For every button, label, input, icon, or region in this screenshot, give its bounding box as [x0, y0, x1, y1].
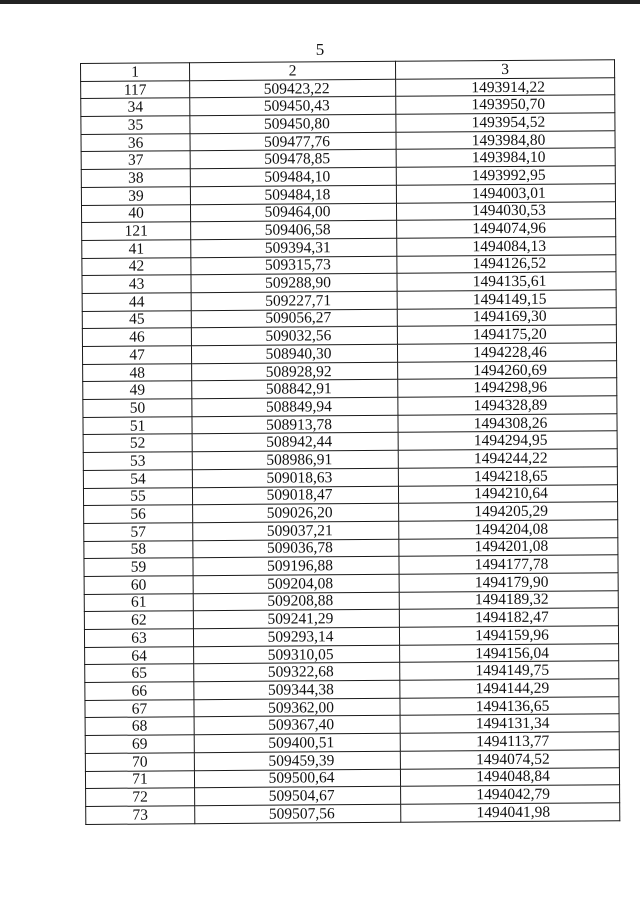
cell-y-coordinate: 1494177,78	[399, 555, 618, 574]
cell-point-number: 121	[82, 222, 191, 240]
cell-x-coordinate: 509227,71	[191, 291, 397, 310]
cell-x-coordinate: 509507,56	[195, 804, 401, 823]
cell-x-coordinate: 509478,85	[190, 150, 396, 169]
cell-point-number: 34	[81, 98, 190, 116]
cell-y-coordinate: 1494149,75	[400, 661, 619, 680]
cell-y-coordinate: 1494149,15	[397, 290, 616, 309]
cell-y-coordinate: 1494294,95	[398, 431, 617, 450]
cell-point-number: 65	[85, 664, 194, 682]
cell-y-coordinate: 1494156,04	[400, 643, 619, 662]
cell-y-coordinate: 1494179,90	[399, 573, 618, 592]
cell-y-coordinate: 1494189,32	[399, 590, 618, 609]
cell-point-number: 48	[83, 363, 192, 381]
cell-y-coordinate: 1494041,98	[401, 803, 620, 822]
cell-y-coordinate: 1494260,69	[398, 360, 617, 379]
cell-point-number: 39	[81, 187, 190, 205]
cell-x-coordinate: 509322,68	[194, 663, 400, 682]
cell-y-coordinate: 1493984,80	[396, 131, 615, 150]
cell-x-coordinate: 509500,64	[194, 769, 400, 788]
cell-point-number: 68	[85, 717, 194, 735]
cell-point-number: 49	[83, 381, 192, 399]
cell-x-coordinate: 509196,88	[193, 557, 399, 576]
cell-point-number: 50	[83, 399, 192, 417]
cell-point-number: 62	[84, 611, 193, 629]
cell-point-number: 46	[82, 328, 191, 346]
cell-point-number: 71	[85, 770, 194, 788]
cell-y-coordinate: 1494204,08	[399, 520, 618, 539]
cell-x-coordinate: 509204,08	[193, 574, 399, 593]
cell-x-coordinate: 508940,30	[191, 344, 397, 363]
cell-y-coordinate: 1494218,65	[398, 467, 617, 486]
table-body	[81, 77, 620, 824]
cell-x-coordinate: 508942,44	[192, 433, 398, 452]
cell-y-coordinate: 1494136,65	[400, 697, 619, 716]
cell-x-coordinate: 509459,39	[194, 751, 400, 770]
cell-x-coordinate: 509037,21	[193, 521, 399, 540]
cell-y-coordinate: 1493914,22	[396, 77, 615, 96]
cell-x-coordinate: 509036,78	[193, 539, 399, 558]
cell-point-number: 59	[84, 558, 193, 576]
cell-x-coordinate: 509464,00	[190, 203, 396, 222]
cell-y-coordinate: 1494175,20	[397, 325, 616, 344]
cell-point-number: 66	[85, 682, 194, 700]
cell-x-coordinate: 509288,90	[191, 274, 397, 293]
cell-y-coordinate: 1494228,46	[397, 343, 616, 362]
cell-point-number: 52	[83, 434, 192, 452]
cell-x-coordinate: 509394,31	[191, 238, 397, 257]
cell-x-coordinate: 509026,20	[193, 503, 399, 522]
cell-x-coordinate: 509504,67	[195, 786, 401, 805]
cell-point-number: 45	[82, 310, 191, 328]
cell-y-coordinate: 1494244,22	[398, 449, 617, 468]
cell-y-coordinate: 1493992,95	[396, 166, 615, 185]
cell-x-coordinate: 508986,91	[192, 450, 398, 469]
cell-y-coordinate: 1494298,96	[398, 378, 617, 397]
cell-x-coordinate: 509310,05	[194, 645, 400, 664]
cell-x-coordinate: 509018,63	[192, 468, 398, 487]
cell-point-number: 44	[82, 293, 191, 311]
cell-x-coordinate: 509450,80	[190, 114, 396, 133]
cell-x-coordinate: 509208,88	[193, 592, 399, 611]
scan-edge	[0, 0, 640, 4]
cell-y-coordinate: 1494182,47	[399, 608, 618, 627]
cell-x-coordinate: 509484,18	[190, 185, 396, 204]
cell-x-coordinate: 509344,38	[194, 680, 400, 699]
cell-point-number: 55	[83, 487, 192, 505]
cell-point-number: 57	[84, 523, 193, 541]
cell-y-coordinate: 1494074,96	[397, 219, 616, 238]
cell-x-coordinate: 508913,78	[192, 415, 398, 434]
cell-point-number: 63	[84, 629, 193, 647]
cell-point-number: 60	[84, 576, 193, 594]
cell-x-coordinate: 509315,73	[191, 256, 397, 275]
cell-point-number: 41	[82, 240, 191, 258]
cell-point-number: 56	[84, 505, 193, 523]
cell-x-coordinate: 508849,94	[192, 397, 398, 416]
cell-point-number: 67	[85, 699, 194, 717]
cell-point-number: 43	[82, 275, 191, 293]
cell-point-number: 117	[81, 80, 190, 98]
column-header-point: 1	[81, 63, 190, 81]
cell-x-coordinate: 509293,14	[193, 627, 399, 646]
cell-y-coordinate: 1494084,13	[397, 237, 616, 256]
cell-x-coordinate: 509018,47	[192, 486, 398, 505]
cell-y-coordinate: 1494159,96	[399, 626, 618, 645]
cell-x-coordinate: 509450,43	[190, 97, 396, 116]
cell-y-coordinate: 1494205,29	[399, 502, 618, 521]
cell-y-coordinate: 1494135,61	[397, 272, 616, 291]
cell-x-coordinate: 508928,92	[192, 362, 398, 381]
column-header-x: 2	[190, 61, 396, 80]
page-number: 5	[315, 40, 325, 59]
cell-point-number: 73	[86, 806, 195, 824]
cell-point-number: 35	[81, 116, 190, 134]
cell-point-number: 37	[81, 151, 190, 169]
cell-point-number: 70	[85, 753, 194, 771]
cell-y-coordinate: 1494169,30	[397, 307, 616, 326]
cell-y-coordinate: 1494308,26	[398, 414, 617, 433]
cell-point-number: 53	[83, 452, 192, 470]
cell-point-number: 64	[85, 646, 194, 664]
cell-x-coordinate: 509362,00	[194, 698, 400, 717]
cell-y-coordinate: 1494042,79	[401, 785, 620, 804]
cell-point-number: 69	[85, 735, 194, 753]
cell-y-coordinate: 1494113,77	[400, 732, 619, 751]
coordinates-table	[80, 59, 620, 824]
cell-point-number: 54	[83, 470, 192, 488]
cell-point-number: 42	[82, 257, 191, 275]
cell-y-coordinate: 1494126,52	[397, 254, 616, 273]
cell-x-coordinate: 509406,58	[191, 220, 397, 239]
cell-x-coordinate: 509032,56	[191, 327, 397, 346]
cell-point-number: 36	[81, 133, 190, 151]
cell-x-coordinate: 509056,27	[191, 309, 397, 328]
column-header-y: 3	[395, 60, 614, 79]
cell-x-coordinate: 509241,29	[193, 610, 399, 629]
cell-x-coordinate: 509477,76	[190, 132, 396, 151]
cell-y-coordinate: 1493954,52	[396, 113, 615, 132]
cell-x-coordinate: 508842,91	[192, 380, 398, 399]
cell-y-coordinate: 1494201,08	[399, 537, 618, 556]
cell-point-number: 38	[81, 169, 190, 187]
table-row	[86, 803, 620, 824]
cell-point-number: 61	[84, 593, 193, 611]
cell-x-coordinate: 509367,40	[194, 716, 400, 735]
cell-y-coordinate: 1494030,53	[396, 201, 615, 220]
cell-y-coordinate: 1494074,52	[400, 750, 619, 769]
cell-x-coordinate: 509423,22	[190, 79, 396, 98]
cell-y-coordinate: 1494328,89	[398, 396, 617, 415]
cell-y-coordinate: 1493984,10	[396, 148, 615, 167]
cell-point-number: 58	[84, 540, 193, 558]
cell-y-coordinate: 1494210,64	[398, 484, 617, 503]
cell-x-coordinate: 509400,51	[194, 733, 400, 752]
cell-point-number: 72	[86, 788, 195, 806]
cell-point-number: 51	[83, 416, 192, 434]
cell-y-coordinate: 1494003,01	[396, 184, 615, 203]
cell-point-number: 40	[81, 204, 190, 222]
cell-point-number: 47	[82, 346, 191, 364]
cell-x-coordinate: 509484,10	[190, 167, 396, 186]
cell-y-coordinate: 1493950,70	[396, 95, 615, 114]
cell-y-coordinate: 1494048,84	[400, 767, 619, 786]
cell-y-coordinate: 1494144,29	[400, 679, 619, 698]
cell-y-coordinate: 1494131,34	[400, 714, 619, 733]
